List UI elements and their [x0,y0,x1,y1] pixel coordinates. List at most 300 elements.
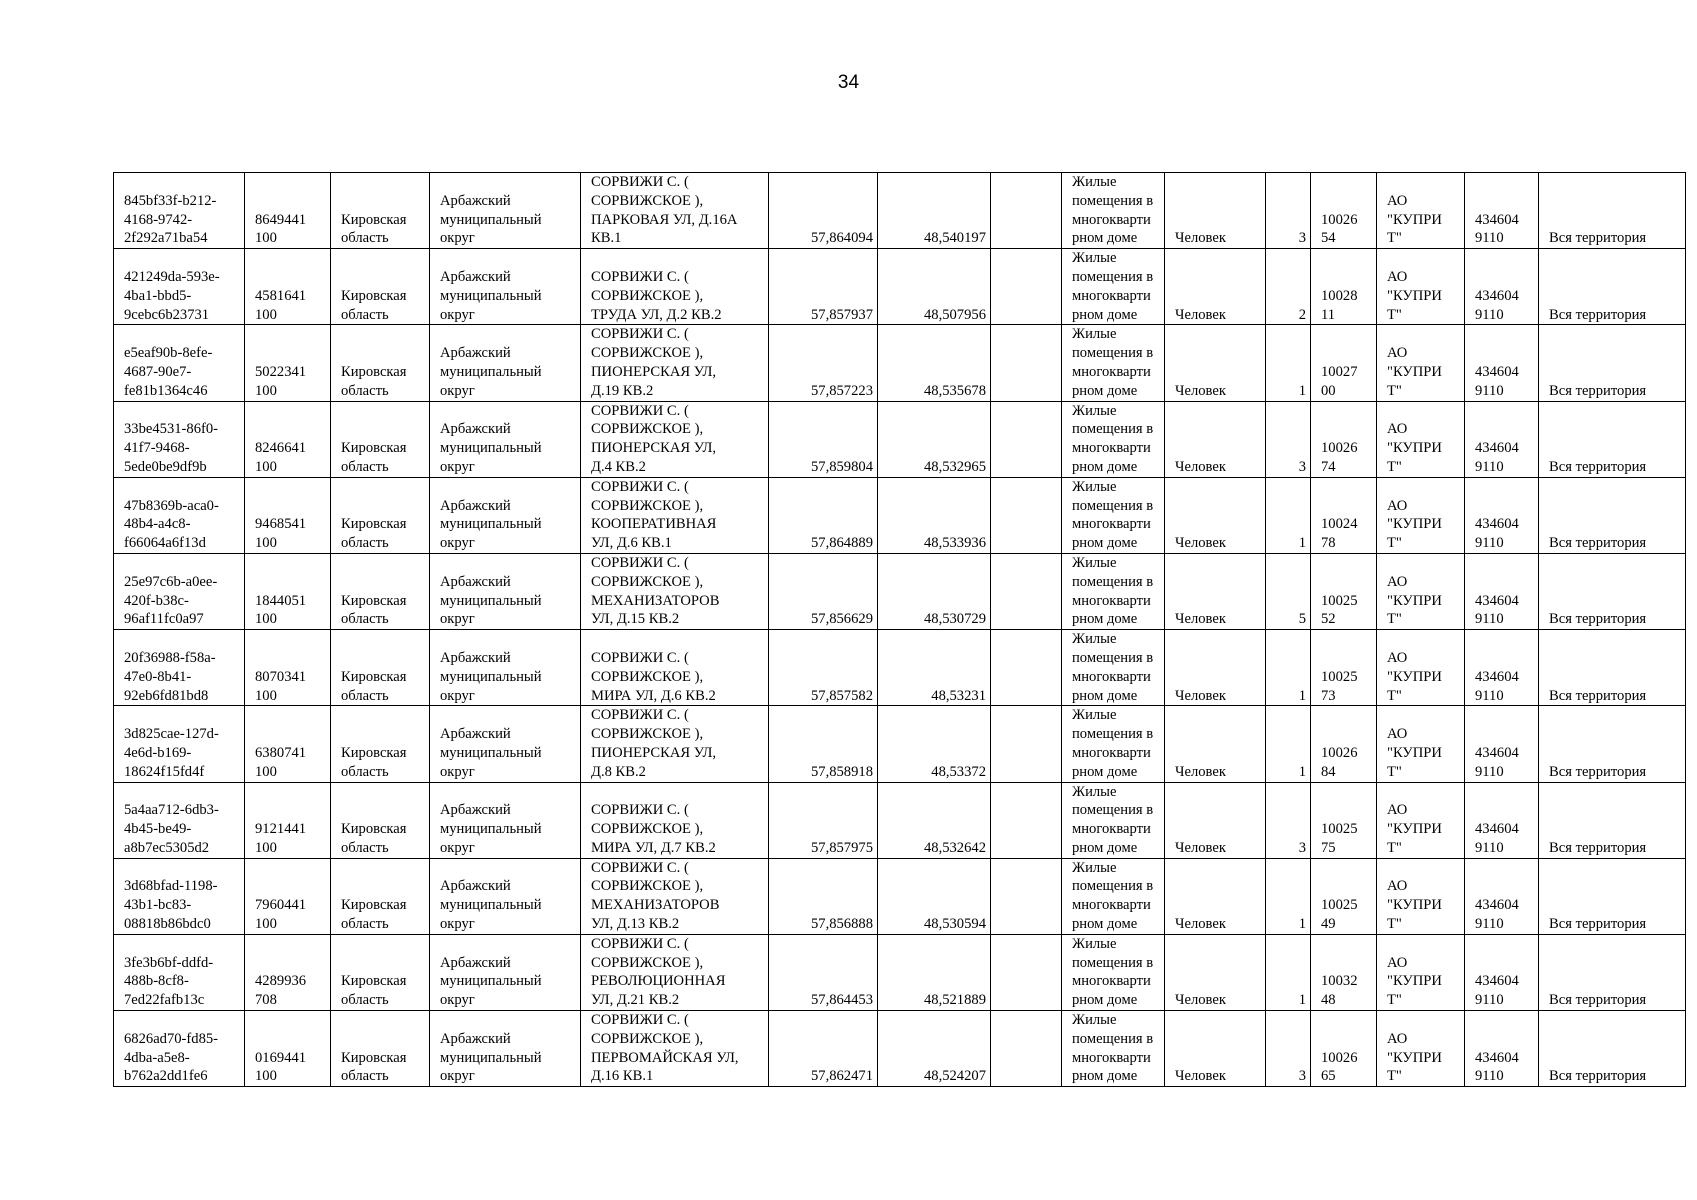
cell-line: муниципальный [440,1049,542,1066]
cell-district [430,249,581,325]
cell-line: помещения в [1072,726,1154,743]
cell-empty [991,325,1062,401]
cell-inn [1465,249,1539,325]
cell-line: 74 [1321,458,1336,475]
cell-line: 4ba1-bbd5- [124,287,192,304]
cell-line: 434604 [1475,440,1519,457]
cell-region [331,782,430,858]
cell-inn [1465,706,1539,782]
cell-count [1266,477,1311,553]
cell-line: 10026 [1321,440,1358,457]
cell-line: 4581641 [255,287,307,304]
cell-code [245,706,331,782]
cell-line: Вся территория [1549,382,1647,399]
cell-line: Вся территория [1549,306,1647,323]
cell-line: 488b-8cf8- [124,973,189,990]
cell-line: 57,864889 [810,535,873,552]
cell-line: Кировская [341,211,407,228]
cell-line: 100 [255,687,277,704]
cell-address [581,630,769,706]
cell-line: область [341,1068,389,1085]
cell-id [114,934,245,1010]
cell-line: область [341,230,389,247]
cell-longitude [878,249,991,325]
cell-line: 4dba-a5e8- [124,1049,190,1066]
cell-line: 92eb6fd81bd8 [124,687,209,704]
cell-address [581,401,769,477]
table-row [114,934,1686,1010]
cell-line: рном доме [1072,1068,1138,1085]
cell-empty [991,858,1062,934]
cell-line: 47e0-8b41- [124,668,192,685]
cell-code2 [1311,401,1377,477]
cell-line: рном доме [1072,763,1138,780]
cell-organization [1377,706,1465,782]
cell-count [1266,249,1311,325]
cell-code2 [1311,934,1377,1010]
cell-organization [1377,630,1465,706]
cell-line: СОРВИЖСКОЕ ), [591,421,704,438]
cell-region [331,477,430,553]
cell-line: КООПЕРАТИВНАЯ [591,516,717,533]
cell-line: СОРВИЖИ С. ( [591,478,689,495]
cell-address [581,706,769,782]
cell-line: 57,857937 [810,306,873,323]
cell-line: Жилые [1072,859,1117,876]
cell-line: округ [440,839,475,856]
cell-line: Арбажский [440,345,511,362]
cell-line: рном доме [1072,916,1138,933]
registry-table [113,172,1686,1087]
cell-organization [1377,553,1465,629]
cell-address [581,249,769,325]
cell-line: область [341,687,389,704]
cell-line: СОРВИЖСКОЕ ), [591,287,704,304]
cell-line: Д.19 КВ.2 [591,382,654,399]
cell-line: 420f-b38c- [124,592,189,609]
cell-line: область [341,306,389,323]
cell-address [581,1011,769,1087]
cell-address [581,782,769,858]
cell-line: Кировская [341,973,407,990]
cell-line: АО [1387,726,1408,743]
cell-line: Кировская [341,897,407,914]
cell-unit [1165,477,1266,553]
cell-line: 9110 [1475,535,1504,552]
cell-line: муниципальный [440,211,542,228]
cell-region [331,401,430,477]
cell-line: помещения в [1072,192,1154,209]
cell-line: "КУПРИ [1387,1049,1442,1066]
cell-latitude [769,553,878,629]
cell-line: 4e6d-b169- [124,744,192,761]
cell-line: Кировская [341,821,407,838]
cell-line: СОРВИЖСКОЕ ), [591,192,704,209]
cell-count [1266,1011,1311,1087]
cell-line: Человек [1175,535,1226,552]
cell-line: 434604 [1475,363,1519,380]
cell-line: 1 [1298,535,1306,552]
cell-line: многокварти [1072,668,1151,685]
cell-line: СОРВИЖСКОЕ ), [591,954,704,971]
cell-territory [1539,934,1686,1010]
cell-line: 08818b86bdc0 [124,916,211,933]
cell-line: 9110 [1475,687,1504,704]
cell-line: Жилые [1072,935,1117,952]
table-row [114,553,1686,629]
cell-line: 8649441 [255,211,307,228]
cell-line: 54 [1321,230,1336,247]
cell-code2 [1311,477,1377,553]
cell-category [1062,401,1165,477]
cell-line: помещения в [1072,268,1154,285]
cell-line: 100 [255,535,277,552]
cell-line: область [341,763,389,780]
cell-inn [1465,401,1539,477]
cell-unit [1165,782,1266,858]
cell-code2 [1311,630,1377,706]
cell-line: СОРВИЖИ С. ( [591,554,689,571]
cell-line: Вся территория [1549,458,1647,475]
cell-line: 9110 [1475,230,1504,247]
cell-territory [1539,782,1686,858]
cell-region [331,706,430,782]
cell-line: 3d68bfad-1198- [124,878,218,895]
cell-line: 434604 [1475,973,1519,990]
cell-line: 25e97c6b-a0ee- [124,573,218,590]
table-row [114,858,1686,934]
cell-inn [1465,1011,1539,1087]
cell-empty [991,553,1062,629]
cell-code [245,173,331,249]
cell-territory [1539,401,1686,477]
cell-line: 49 [1321,916,1336,933]
cell-line: 9110 [1475,1068,1504,1085]
cell-line: "КУПРИ [1387,363,1442,380]
cell-line: 845bf33f-b212- [124,192,217,209]
cell-line: СОРВИЖИ С. ( [591,859,689,876]
cell-territory [1539,477,1686,553]
cell-line: 48,507956 [923,306,986,323]
cell-line: Человек [1175,458,1226,475]
cell-line: 1 [1298,763,1306,780]
cell-region [331,858,430,934]
cell-line: 1 [1298,382,1306,399]
cell-longitude [878,553,991,629]
cell-count [1266,858,1311,934]
cell-territory [1539,173,1686,249]
cell-empty [991,477,1062,553]
cell-line: СОРВИЖИ С. ( [591,649,689,666]
cell-line: Арбажский [440,954,511,971]
cell-id [114,630,245,706]
cell-longitude [878,934,991,1010]
cell-region [331,325,430,401]
cell-line: Т" [1387,458,1402,475]
cell-line: УЛ, Д.13 КВ.2 [591,916,680,933]
cell-line: a8b7ec5305d2 [124,839,210,856]
cell-latitude [769,706,878,782]
cell-line: СОРВИЖСКОЕ ), [591,345,704,362]
cell-line: многокварти [1072,744,1151,761]
cell-line: 3 [1298,230,1306,247]
cell-line: Арбажский [440,1030,511,1047]
cell-empty [991,934,1062,1010]
cell-unit [1165,706,1266,782]
cell-line: Вся территория [1549,839,1647,856]
cell-line: 9cebc6b23731 [124,306,210,323]
cell-line: ПЕРВОМАЙСКАЯ УЛ, [591,1049,739,1066]
cell-latitude [769,630,878,706]
cell-line: "КУПРИ [1387,821,1442,838]
cell-inn [1465,477,1539,553]
cell-line: СОРВИЖИ С. ( [591,174,689,190]
cell-region [331,249,430,325]
cell-code2 [1311,325,1377,401]
cell-line: 10032 [1321,973,1358,990]
cell-line: 434604 [1475,592,1519,609]
cell-line: область [341,839,389,856]
cell-longitude [878,477,991,553]
cell-line: многокварти [1072,287,1151,304]
cell-count [1266,553,1311,629]
cell-line: рном доме [1072,687,1138,704]
cell-organization [1377,401,1465,477]
cell-line: рном доме [1072,992,1138,1009]
cell-line: МИРА УЛ, Д.7 КВ.2 [591,839,716,856]
cell-line: Т" [1387,535,1402,552]
cell-line: 78 [1321,535,1336,552]
cell-line: АО [1387,878,1408,895]
cell-line: 48,53231 [931,687,986,704]
cell-line: 5022341 [255,363,307,380]
cell-empty [991,173,1062,249]
cell-inn [1465,173,1539,249]
cell-line: помещения в [1072,878,1154,895]
cell-address [581,934,769,1010]
cell-unit [1165,249,1266,325]
cell-line: Вся территория [1549,687,1647,704]
cell-line: округ [440,535,475,552]
cell-line: СОРВИЖИ С. ( [591,326,689,343]
cell-region [331,630,430,706]
cell-empty [991,1011,1062,1087]
cell-address [581,477,769,553]
cell-line: 65 [1321,1068,1336,1085]
cell-line: 9110 [1475,763,1504,780]
cell-district [430,858,581,934]
cell-line: Человек [1175,916,1226,933]
cell-line: АО [1387,649,1408,666]
cell-line: рном доме [1072,458,1138,475]
cell-id [114,782,245,858]
cell-line: 9110 [1475,611,1504,628]
cell-unit [1165,553,1266,629]
cell-longitude [878,325,991,401]
cell-line: многокварти [1072,973,1151,990]
cell-line: 9468541 [255,516,307,533]
cell-line: округ [440,611,475,628]
cell-line: 434604 [1475,211,1519,228]
cell-line: 10026 [1321,1049,1358,1066]
cell-line: Вся территория [1549,230,1647,247]
cell-line: МЕХАНИЗАТОРОВ [591,897,720,914]
cell-code [245,325,331,401]
cell-address [581,325,769,401]
cell-line: помещения в [1072,497,1154,514]
cell-line: 7960441 [255,897,307,914]
cell-line: рном доме [1072,306,1138,323]
cell-line: рном доме [1072,839,1138,856]
cell-line: Арбажский [440,192,511,209]
cell-line: 10025 [1321,668,1358,685]
cell-unit [1165,934,1266,1010]
cell-line: 4289936 [255,973,307,990]
cell-line: 10027 [1321,363,1358,380]
cell-organization [1377,858,1465,934]
cell-line: УЛ, Д.15 КВ.2 [591,611,680,628]
cell-category [1062,934,1165,1010]
cell-line: ПИОНЕРСКАЯ УЛ, [591,440,716,457]
table-row [114,325,1686,401]
cell-territory [1539,630,1686,706]
cell-line: 57,862471 [810,1068,873,1085]
cell-line: 00 [1321,382,1336,399]
cell-line: помещения в [1072,649,1154,666]
cell-address [581,173,769,249]
cell-line: Вся территория [1549,916,1647,933]
cell-line: fe81b1364c46 [124,382,208,399]
cell-id [114,249,245,325]
cell-code2 [1311,1011,1377,1087]
cell-line: 100 [255,611,277,628]
cell-line: 48,530594 [923,916,986,933]
cell-line: многокварти [1072,592,1151,609]
cell-line: 96af11fc0a97 [124,611,204,628]
cell-code2 [1311,706,1377,782]
cell-district [430,477,581,553]
cell-line: 48,530729 [923,611,986,628]
cell-latitude [769,477,878,553]
cell-latitude [769,1011,878,1087]
cell-latitude [769,325,878,401]
cell-line: Жилые [1072,707,1117,724]
cell-line: 48,533936 [923,535,986,552]
cell-unit [1165,401,1266,477]
cell-line: 48,540197 [923,230,986,247]
cell-line: 0169441 [255,1049,307,1066]
cell-line: Арбажский [440,802,511,819]
cell-line: область [341,535,389,552]
cell-latitude [769,173,878,249]
cell-district [430,553,581,629]
cell-line: Жилые [1072,783,1117,800]
cell-line: 9110 [1475,458,1504,475]
cell-latitude [769,934,878,1010]
cell-line: округ [440,306,475,323]
cell-line: 57,857223 [810,382,873,399]
cell-line: f66064a6f13d [124,535,206,552]
cell-line: СОРВИЖСКОЕ ), [591,668,704,685]
cell-line: 100 [255,763,277,780]
cell-line: Арбажский [440,649,511,666]
cell-line: 9121441 [255,821,307,838]
cell-line: 18624f15fd4f [124,763,205,780]
cell-line: 5ede0be9df9b [124,458,207,475]
cell-line: Арбажский [440,726,511,743]
cell-line: 57,856629 [810,611,873,628]
cell-line: многокварти [1072,363,1151,380]
cell-line: 8070341 [255,668,307,685]
cell-empty [991,706,1062,782]
cell-line: СОРВИЖСКОЕ ), [591,573,704,590]
cell-line: муниципальный [440,821,542,838]
cell-line: 57,864094 [810,230,873,247]
cell-line: Жилые [1072,478,1117,495]
cell-line: 100 [255,382,277,399]
cell-line: 100 [255,230,277,247]
cell-count [1266,325,1311,401]
cell-count [1266,401,1311,477]
cell-line: СОРВИЖИ С. ( [591,402,689,419]
cell-line: Человек [1175,1068,1226,1085]
cell-inn [1465,325,1539,401]
cell-line: Т" [1387,611,1402,628]
cell-line: 48b4-a4c8- [124,516,191,533]
cell-line: 3fe3b6bf-ddfd- [124,954,214,971]
cell-category [1062,173,1165,249]
cell-latitude [769,401,878,477]
cell-line: АО [1387,802,1408,819]
cell-organization [1377,325,1465,401]
cell-line: АО [1387,268,1408,285]
cell-line: 48,535678 [923,382,986,399]
cell-line: Вся территория [1549,535,1647,552]
cell-line: 20f36988-f58a- [124,649,216,666]
cell-line: 434604 [1475,821,1519,838]
cell-longitude [878,858,991,934]
cell-category [1062,249,1165,325]
cell-code2 [1311,553,1377,629]
cell-territory [1539,858,1686,934]
table-row [114,706,1686,782]
cell-longitude [878,782,991,858]
cell-line: "КУПРИ [1387,211,1442,228]
cell-code [245,630,331,706]
cell-territory [1539,706,1686,782]
cell-line: 10025 [1321,592,1358,609]
cell-line: "КУПРИ [1387,973,1442,990]
cell-empty [991,249,1062,325]
table-row [114,630,1686,706]
cell-unit [1165,858,1266,934]
cell-line: многокварти [1072,897,1151,914]
cell-category [1062,630,1165,706]
cell-line: округ [440,992,475,1009]
cell-line: МЕХАНИЗАТОРОВ [591,592,720,609]
cell-code [245,249,331,325]
cell-territory [1539,325,1686,401]
cell-line: 100 [255,916,277,933]
cell-line: область [341,611,389,628]
cell-line: 57,857975 [810,839,873,856]
table-row [114,401,1686,477]
cell-line: СОРВИЖИ С. ( [591,802,689,819]
cell-category [1062,782,1165,858]
cell-line: Вся территория [1549,763,1647,780]
table-row [114,782,1686,858]
cell-line: 57,856888 [810,916,873,933]
